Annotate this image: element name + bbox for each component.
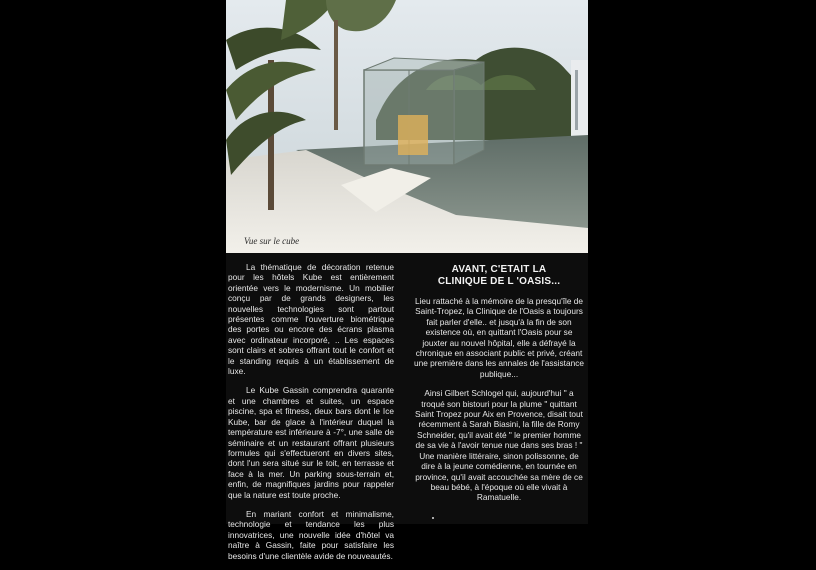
heading-line: CLINIQUE DE L 'OASIS... xyxy=(437,276,561,287)
paragraph: La thématique de décoration retenue pour les hôtels Kube est entièrement orientée vers le modernisme. Un mobilier conçu par de grands designers, les nouvelles technologies sont partout présentes comme l'ouverture biométrique des portes ou encore des écrans plasma avec ordinateur incorporé, .. Les espaces sont clairs et sobres offrant tout le confort et le standing requis à un établissement de luxe. xyxy=(228,262,394,377)
paragraph: Lieu rattaché à la mémoire de la presqu'île de Saint-Tropez, la Clinique de l'Oasis a toujours fait parler d'elle.. et jusqu'à la fin de son existence où, en quittant l'Oasis pour se jouxter au nouvel hôpital, elle a défrayé la chronique en associant public et privé, créant une première dans les annales de l'assistance publique... xyxy=(414,296,584,379)
magazine-page xyxy=(226,0,588,561)
cube-photo xyxy=(226,0,588,253)
photo-caption: Vue sur le cube xyxy=(244,236,300,246)
glass-cube-illustration xyxy=(226,0,588,253)
paragraph: Ainsi Gilbert Schlogel qui, aujourd'hui " a troqué son bistouri pour la plume " quittant Saint Tropez pour Aix en Provence, disait tout récemment à Sarah Biasini, la fille de Romy Schneider, qu'il avait été " le premier homme de sa vie à l'avoir tenue nue dans ses bras ! " Une manière littéraire, sinon polissonne, de dire à la jeune comédienne, en tournée en province, qu'il avait accouchée sa mère de ce beau bébé, à l'époque où elle vivait à Ramatuelle. xyxy=(415,388,583,503)
section-heading xyxy=(414,264,584,288)
paragraph: Le Kube Gassin comprendra quarante et une chambres et suites, un espace piscine, spa et fitness, deux bars dont le Ice Kube, bar de glace à l'intérieur duquel la température est inférieure à -7°, une salle de séminaire et un restaurant offrant plusieurs formules qui s'effectueront en divers sites, dont l'un sera situé sur le toit, en terrasse et face à la mer. Un parking sous-terrain et, enfin, de magnifiques jardins pour rappeler que la nature est toute proche. xyxy=(228,385,394,500)
heading-line: AVANT, C'ETAIT LA xyxy=(451,264,547,275)
right-article-column xyxy=(414,262,584,512)
decorative-dot xyxy=(432,517,434,519)
paragraph: En mariant confort et minimalisme, technologie et tendance les plus innovatrices, une nouvelle idée d'hôtel va naître à Gassin, faite pour satisfaire les besoins d'une clientèle avide de nouveautés. xyxy=(228,508,394,561)
left-article-column xyxy=(228,262,394,570)
